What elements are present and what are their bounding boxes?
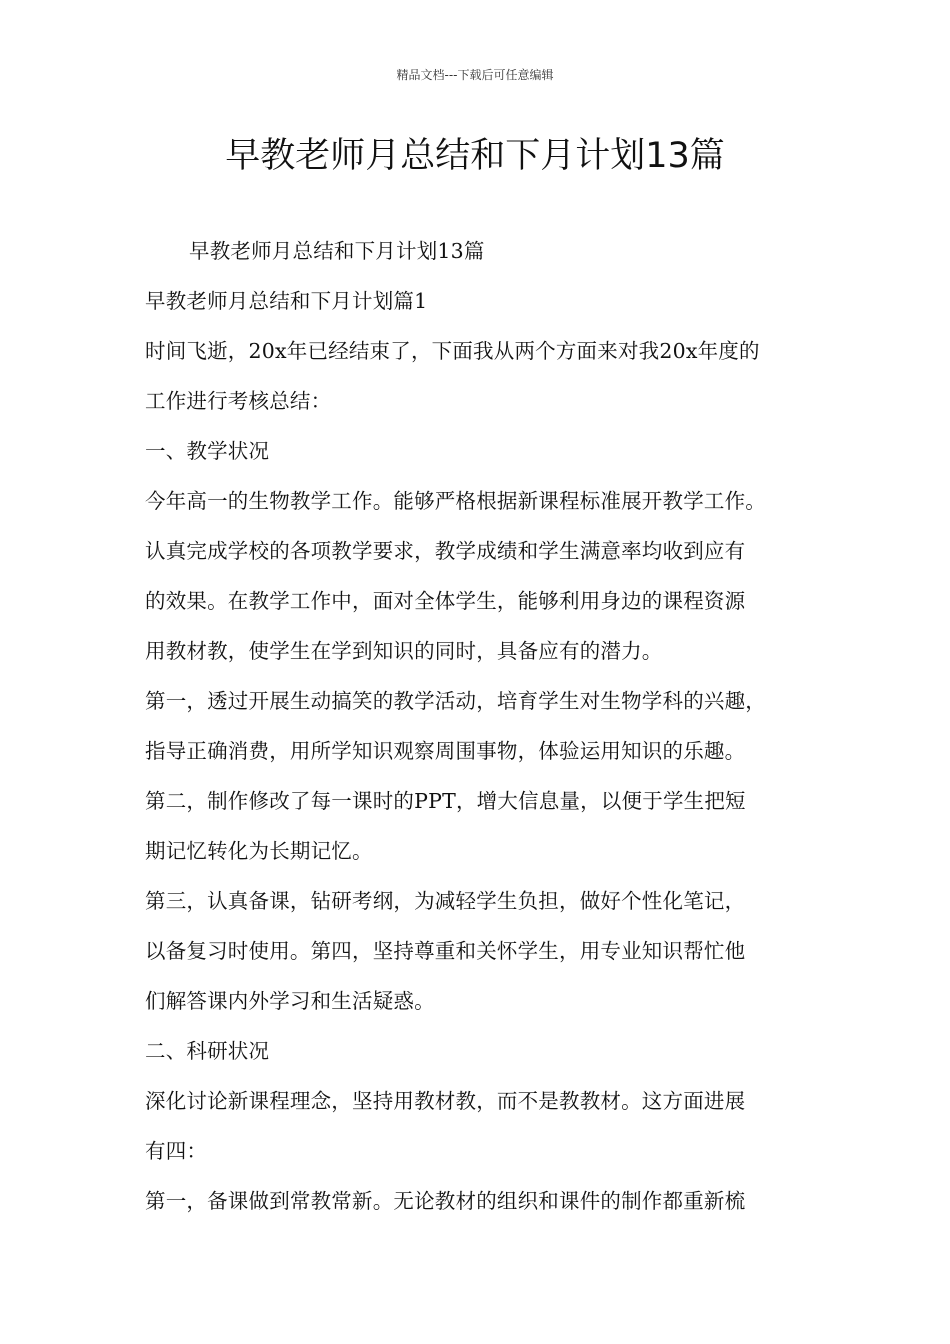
paragraph-line: 们解答课内外学习和生活疑惑。 [145, 989, 435, 1013]
paragraph-line: 第一，备课做到常教常新。无论教材的组织和课件的制作都重新梳 [145, 1189, 746, 1213]
paragraph-line: 期记忆转化为长期记忆。 [145, 839, 373, 863]
heading-teaching-status: 一、教学状况 [145, 439, 270, 463]
paragraph-line: 用教材教，使学生在学到知识的同时，具备应有的潜力。 [145, 639, 663, 663]
paragraph-line: 深化讨论新课程理念，坚持用教材教，而不是教教材。这方面进展 [145, 1089, 746, 1113]
paragraph-line: 第二，制作修改了每一课时的PPT，增大信息量，以便于学生把短 [145, 789, 746, 813]
heading-research-status: 二、科研状况 [145, 1039, 270, 1063]
paragraph-line: 第一，透过开展生动搞笑的教学活动，培育学生对生物学科的兴趣， [145, 689, 766, 713]
paragraph-line: 今年高一的生物教学工作。能够严格根据新课程标准展开教学工作。 [145, 489, 766, 513]
paragraph-line: 时间飞逝，20x年已经结束了，下面我从两个方面来对我20x年度的 [145, 339, 760, 363]
paragraph-line: 第三，认真备课，钻研考纲，为减轻学生负担，做好个性化笔记， [145, 889, 746, 913]
paragraph-line: 指导正确消费，用所学知识观察周围事物，体验运用知识的乐趣。 [145, 739, 746, 763]
document-body [145, 226, 835, 1226]
document-title: 早教老师月总结和下月计划13篇 [225, 136, 725, 176]
paragraph-line: 工作进行考核总结： [145, 389, 332, 413]
paragraph-line: 认真完成学校的各项教学要求，教学成绩和学生满意率均收到应有 [145, 539, 746, 563]
paragraph-line: 有四： [145, 1139, 208, 1163]
section-heading-part-1: 早教老师月总结和下月计划篇1 [145, 289, 428, 313]
header-note: 精品文档---下载后可任意编辑 [396, 68, 554, 82]
subtitle-line: 早教老师月总结和下月计划13篇 [189, 239, 485, 263]
paragraph-line: 的效果。在教学工作中，面对全体学生，能够利用身边的课程资源 [145, 589, 746, 613]
paragraph-line: 以备复习时使用。第四，坚持尊重和关怀学生，用专业知识帮忙他 [145, 939, 746, 963]
